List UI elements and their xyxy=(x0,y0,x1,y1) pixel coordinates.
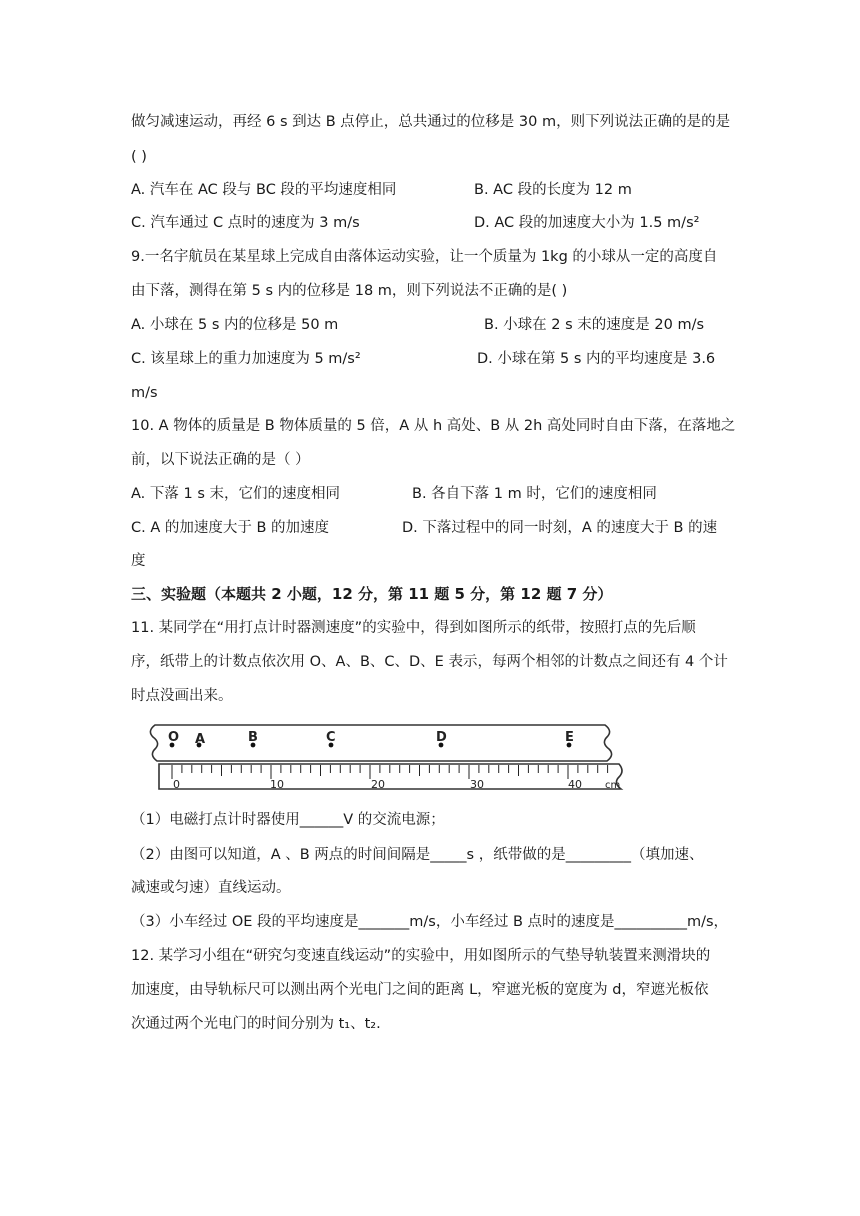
q12-stem-line1: 12. 某学习小组在“研究匀变速直线运动”的实验中，用如图所示的气垫导轨装置来测滑块的 xyxy=(131,948,711,964)
point-label-o: O xyxy=(168,730,180,745)
q11-sub1: （1）电磁打点计时器使用______V 的交流电源； xyxy=(131,812,445,828)
q8-stem-line1: 做匀减速运动，再经 6 s 到达 B 点停止，总共通过的位移是 30 m，则下列说法正确的是的是 xyxy=(131,114,731,130)
point-label-a: A xyxy=(195,732,206,747)
point-label-d: D xyxy=(436,730,447,745)
q12-stem-line3: 次通过两个光电门的时间分别为 t₁、t₂. xyxy=(131,1016,381,1032)
q9-option-a: A. 小球在 5 s 内的位移是 50 m xyxy=(131,317,339,333)
ruler-label-30: 30 xyxy=(470,778,484,791)
q8-option-d: D. AC 段的加速度大小为 1.5 m/s² xyxy=(474,215,700,231)
tape-dots xyxy=(170,743,572,748)
q10-option-c: C. A 的加速度大于 B 的加速度 xyxy=(131,520,330,536)
paper-tape-outline xyxy=(150,725,611,761)
ruler-unit-label: cm xyxy=(605,780,621,791)
point-label-e: E xyxy=(565,730,574,745)
q9-stem-line1: 9.一名宇航员在某星球上完成自由落体运动实验，让一个质量为 1kg 的小球从一定的高度自 xyxy=(131,249,718,265)
q8-option-c: C. 汽车通过 C 点时的速度为 3 m/s xyxy=(131,215,360,231)
q12-stem-line2: 加速度，由导轨标尺可以测出两个光电门之间的距离 L，窄遮光板的宽度为 d，窄遮光板依 xyxy=(131,982,709,998)
ruler-ticks xyxy=(172,765,608,779)
q11-sub2-line2: 减速或匀速）直线运动。 xyxy=(131,880,291,896)
ruler-label-10: 10 xyxy=(270,778,284,791)
q11-sub2-line1: （2）由图可以知道，A 、B 两点的时间间隔是_____s ，纸带做的是_________（填加速、 xyxy=(131,847,704,863)
q10-option-d: D. 下落过程中的同一时刻，A 的速度大于 B 的速 xyxy=(402,520,718,536)
section-heading: 三、实验题（本题共 2 小题，12 分，第 11 题 5 分，第 12 题 7 分） xyxy=(131,585,613,603)
q10-option-d-continued: 度 xyxy=(131,553,146,569)
q11-sub3: （3）小车经过 OE 段的平均速度是_______m/s，小车经过 B 点时的速度是__________m/s， xyxy=(131,914,729,930)
q10-stem-line1: 10. A 物体的质量是 B 物体质量的 5 倍，A 从 h 高处、B 从 2h 高处同时自由下落，在落地之 xyxy=(131,418,736,434)
q9-option-d: D. 小球在第 5 s 内的平均速度是 3.6 xyxy=(477,351,716,367)
q11-stem-line1: 11. 某同学在“用打点计时器测速度”的实验中，得到如图所示的纸带，按照打点的先后顺 xyxy=(131,620,696,636)
q8-stem-line2: ( ) xyxy=(131,149,147,165)
paper-tape-figure xyxy=(135,721,655,795)
q11-stem-line3: 时点没画出来。 xyxy=(131,688,233,704)
q10-option-a: A. 下落 1 s 末，它们的速度相同 xyxy=(131,486,340,502)
ruler-label-0: 0 xyxy=(173,778,180,791)
point-label-c: C xyxy=(326,730,336,745)
q9-option-c: C. 该星球上的重力加速度为 5 m/s² xyxy=(131,351,361,367)
point-label-b: B xyxy=(248,730,258,745)
q9-stem-line2: 由下落，测得在第 5 s 内的位移是 18 m，则下列说法不正确的是( ) xyxy=(131,283,568,299)
q9-option-b: B. 小球在 2 s 末的速度是 20 m/s xyxy=(484,317,705,333)
q8-option-a: A. 汽车在 AC 段与 BC 段的平均速度相同 xyxy=(131,182,397,198)
q8-option-b: B. AC 段的长度为 12 m xyxy=(474,182,632,198)
q10-option-b: B. 各自下落 1 m 时，它们的速度相同 xyxy=(412,486,657,502)
ruler-outline xyxy=(159,764,622,789)
q9-option-d-continued: m/s xyxy=(131,385,158,401)
ruler-label-20: 20 xyxy=(371,778,385,791)
q10-stem-line2: 前，以下说法正确的是（ ） xyxy=(131,452,310,468)
q11-stem-line2: 序，纸带上的计数点依次用 O、A、B、C、D、E 表示，每两个相邻的计数点之间还有 4 个计 xyxy=(131,654,728,670)
ruler-label-40: 40 xyxy=(568,778,582,791)
